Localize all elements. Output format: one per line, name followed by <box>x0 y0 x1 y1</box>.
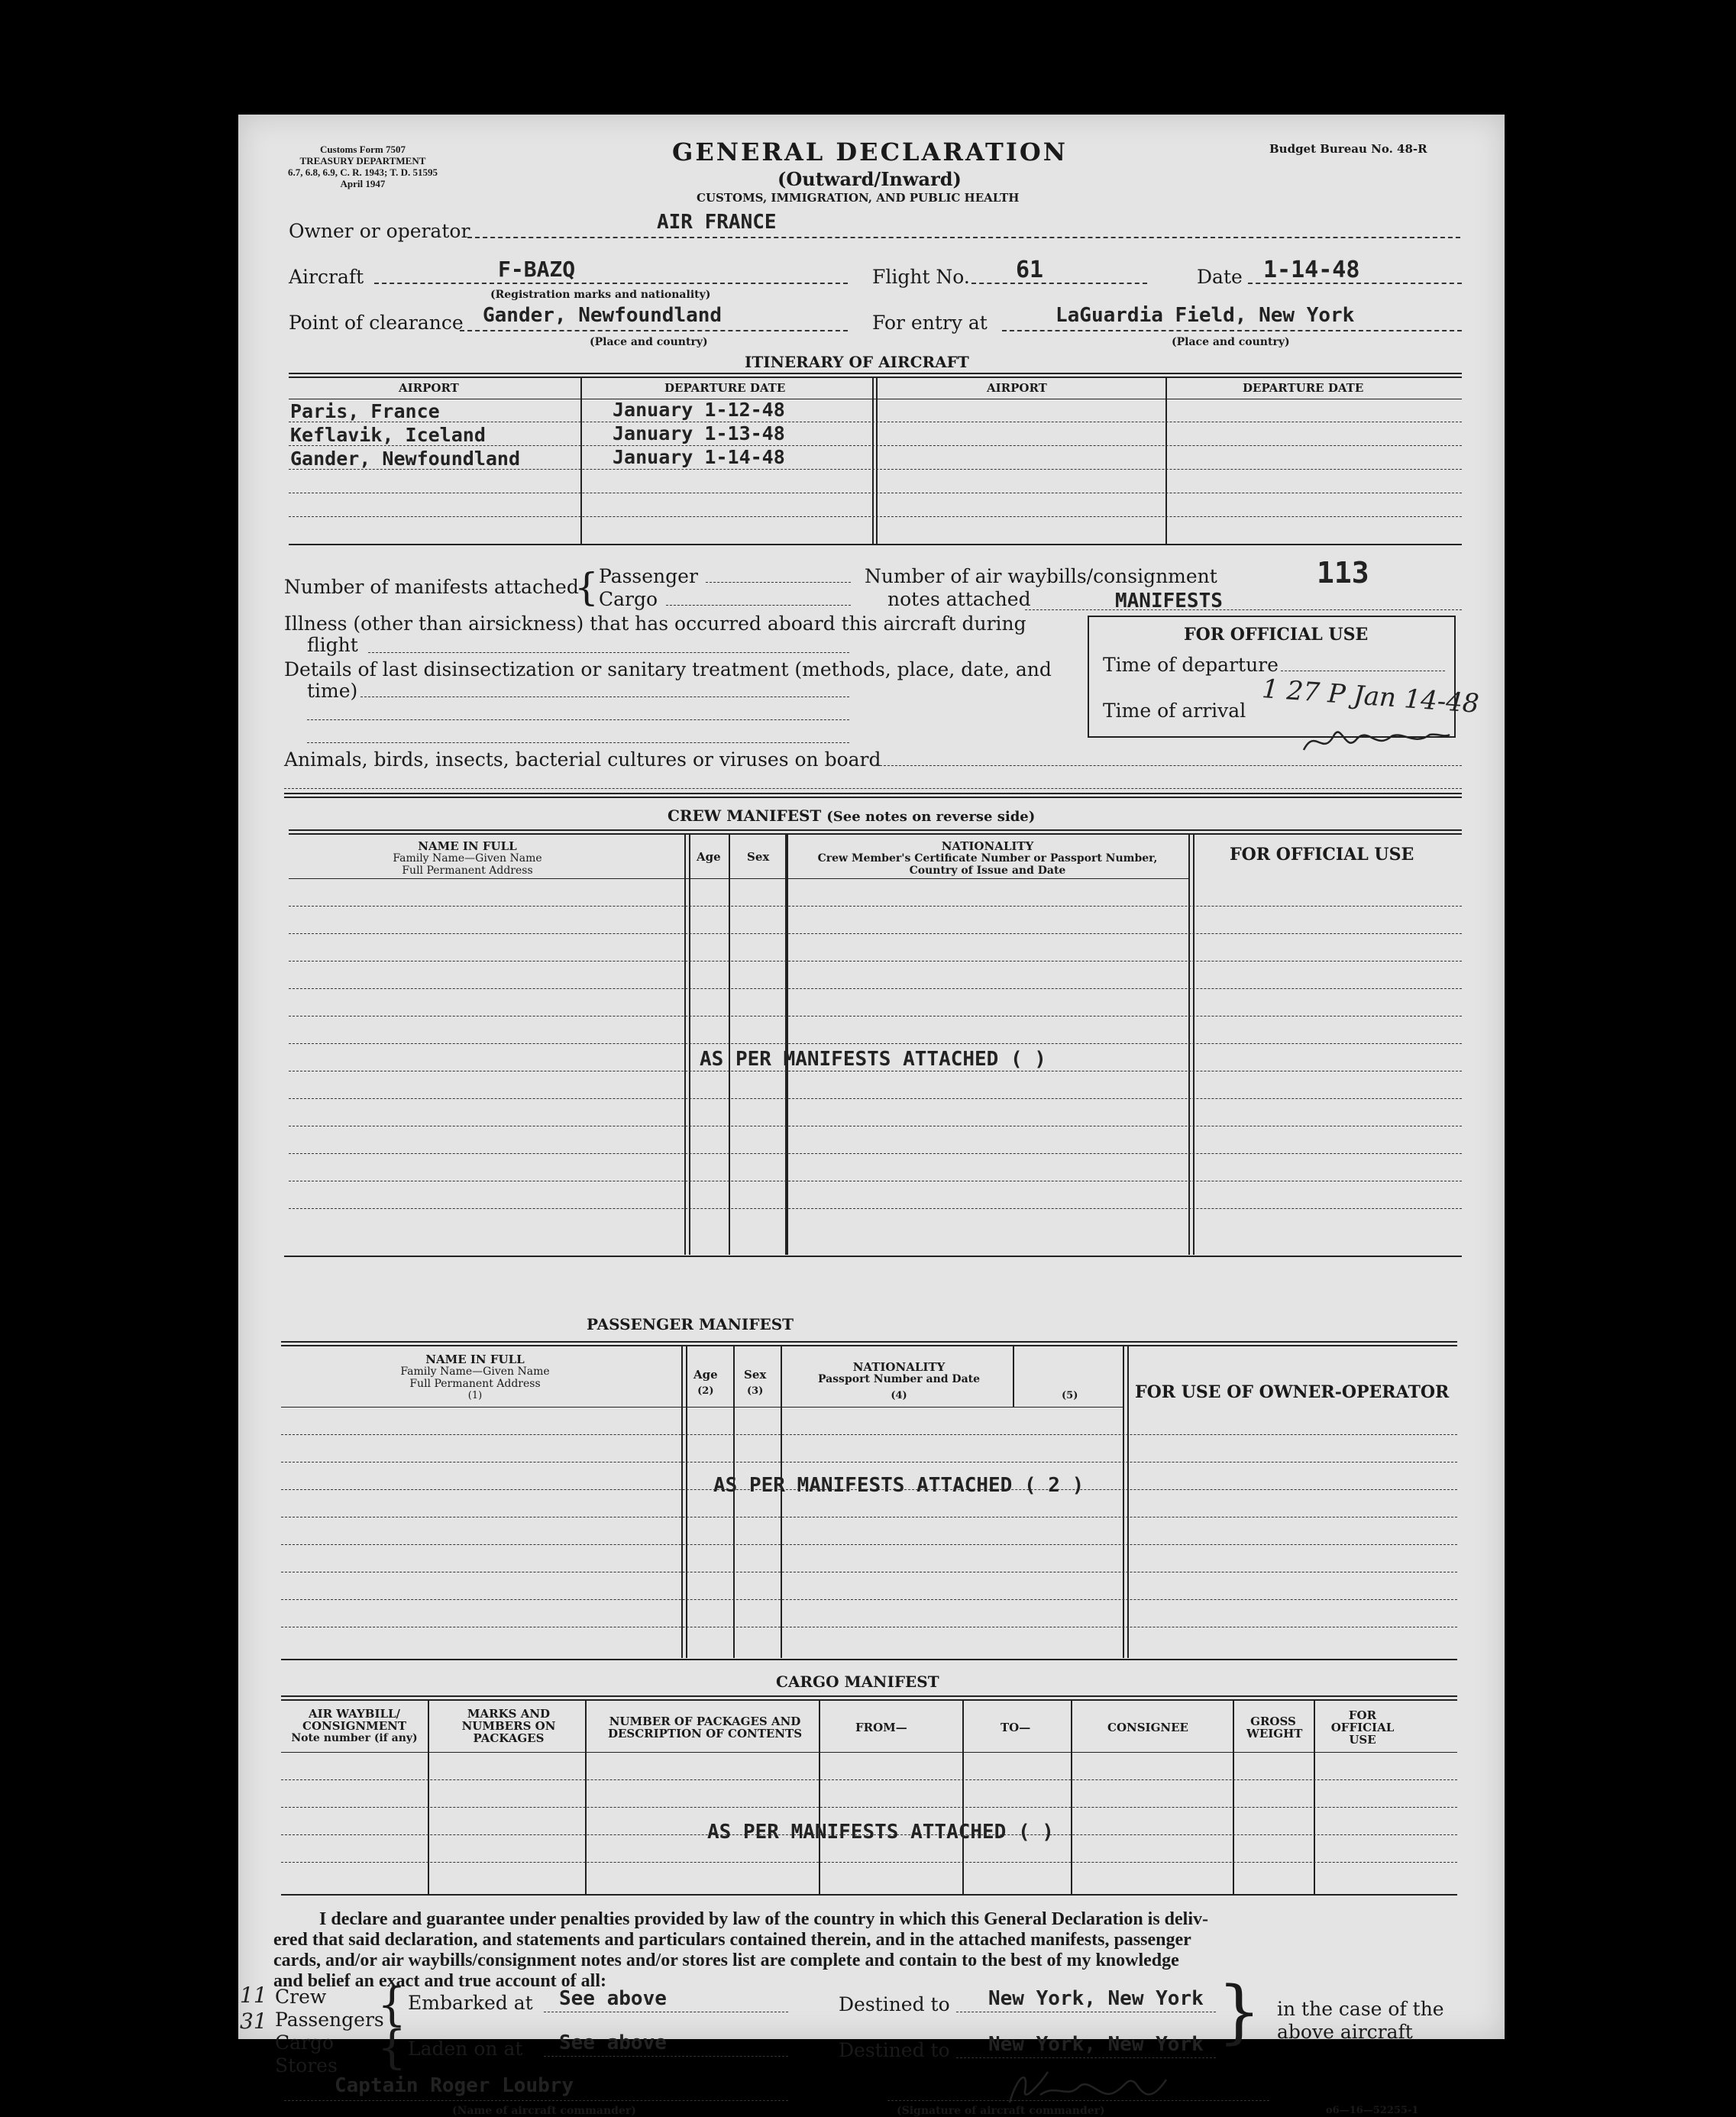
passenger-nationality-line: Passport Number and Date <box>817 1373 981 1385</box>
crew-nationality-line: NATIONALITY <box>941 839 1034 853</box>
destined-value-2: New York, New York <box>988 2033 1204 2056</box>
aircraft-caption: (Registration marks and nationality) <box>490 289 711 301</box>
date-value: 1-14-48 <box>1263 257 1360 283</box>
itinerary-date: January 1-12-48 <box>613 399 785 421</box>
destined-label: Destined to <box>839 1993 950 2015</box>
cargo-manifest-title: CARGO MANIFEST <box>776 1673 939 1691</box>
departure-time-label: Time of departure <box>1103 654 1279 676</box>
cargo-header-to: TO— <box>1001 1721 1031 1734</box>
destined-label-2: Destined to <box>839 2039 950 2061</box>
brace: { <box>574 565 599 609</box>
declaration-line: and belief an exact and true account of all: <box>273 1971 606 1991</box>
passenger-name-header-line: (1) <box>467 1390 483 1401</box>
laden-label: Laden on at <box>408 2038 523 2060</box>
owner-value: AIR FRANCE <box>657 211 777 234</box>
disinsect-label: Details of last disinsectization or sanitary treatment (methods, place, date, and <box>284 658 1052 680</box>
aircraft-label: Aircraft <box>289 266 364 288</box>
arrival-time-value: 1 27 P Jan 14-48 <box>1260 674 1480 719</box>
cargo-stamp: AS PER MANIFESTS ATTACHED ( ) <box>707 1821 1054 1844</box>
case-label: in the case of the <box>1277 1998 1444 2020</box>
declaration-text <box>273 1909 1208 1992</box>
passenger-manifest-title: PASSENGER MANIFEST <box>587 1315 794 1333</box>
crew-nationality-header <box>800 840 1175 877</box>
itinerary-date: January 1-13-48 <box>613 422 785 444</box>
itinerary-header: AIRPORT <box>399 381 459 395</box>
passenger-nationality-header <box>788 1361 1010 1402</box>
waybills-label-2: notes attached <box>887 588 1031 610</box>
form-id-line: Customs Form 7507 <box>320 144 406 155</box>
crew-name-header-line: Family Name—Given Name <box>393 852 542 865</box>
itinerary-header: AIRPORT <box>987 381 1047 395</box>
passenger-name-header-line: NAME IN FULL <box>425 1353 525 1366</box>
form-id-line: April 1947 <box>340 178 386 189</box>
declaration-line: ered that said declaration, and statements and particulars contained therein, and in the attached manifests, passenger <box>273 1930 1191 1950</box>
arrival-time-label: Time of arrival <box>1103 700 1246 722</box>
form-id-line: TREASURY DEPARTMENT <box>299 155 426 166</box>
passenger-age-header <box>693 1369 718 1398</box>
commander-name: Captain Roger Loubry <box>335 2074 574 2097</box>
itinerary-header: DEPARTURE DATE <box>1243 381 1364 395</box>
crew-official-header: FOR OFFICIAL USE <box>1230 845 1414 865</box>
cargo-label: Cargo <box>599 588 658 610</box>
passenger-sex-header <box>744 1369 766 1398</box>
passenger-label: Passenger <box>599 565 698 587</box>
cargo-header-line: DESCRIPTION OF CONTENTS <box>607 1727 803 1740</box>
form-id-block <box>288 144 438 189</box>
passenger-nationality-line: (4) <box>891 1390 907 1401</box>
cargo-header-line: USE <box>1349 1733 1376 1747</box>
cargo-header-from: FROM— <box>855 1721 907 1734</box>
itinerary-title: ITINERARY OF AIRCRAFT <box>745 353 969 371</box>
illness-label-2: flight <box>307 634 358 656</box>
cargo-header-line: AIR WAYBILL/ <box>308 1707 401 1721</box>
passenger-name-header-line: Full Permanent Address <box>409 1378 541 1390</box>
cargo-header-line: MARKS AND <box>467 1707 551 1721</box>
owner-label: Owner or operator <box>289 220 470 242</box>
crew-manifest-note: (See notes on reverse side) <box>826 809 1036 825</box>
brace: } <box>1217 1972 1262 2052</box>
disinsect-label-2: time) <box>307 680 358 702</box>
waybills-label: Number of air waybills/consignment <box>865 565 1217 587</box>
official-use-title: FOR OFFICIAL USE <box>1184 625 1369 645</box>
brace: { <box>377 1978 407 2031</box>
case-label-2: above aircraft <box>1277 2021 1413 2043</box>
cargo-header-packages <box>594 1715 816 1740</box>
animals-label: Animals, birds, insects, bacterial cultures or viruses on board <box>284 748 881 771</box>
passenger-col5-header: (5) <box>1062 1390 1078 1401</box>
manifests-label: Number of manifests attached <box>284 576 579 598</box>
declaration-line: cards, and/or air waybills/consignment notes and/or stores list are complete and contain to the best of my knowledge <box>273 1951 1179 1970</box>
embarked-value: See above <box>559 1987 667 2010</box>
crew-name-header <box>391 840 544 877</box>
commander-caption: (Name of aircraft commander) <box>452 2105 636 2117</box>
cargo-header-official <box>1318 1709 1407 1746</box>
clearance-caption: (Place and country) <box>590 336 708 348</box>
cargo-header-line: OFFICIAL <box>1330 1721 1395 1734</box>
passenger-age-line: Age <box>693 1368 718 1382</box>
waybills-value: 113 <box>1317 556 1369 590</box>
passenger-count: 31 <box>240 2009 267 2034</box>
brace: { <box>377 2021 407 2074</box>
crew-item: Crew <box>275 1986 327 2008</box>
stores-item: Stores <box>275 2054 338 2077</box>
form-id-line: 6.7, 6.8, 6.9, C. R. 1943; T. D. 51595 <box>288 166 438 178</box>
crew-nationality-line: Country of Issue and Date <box>909 865 1066 877</box>
cargo-header-line: NUMBER OF PACKAGES AND <box>609 1715 801 1728</box>
declaration-line: I declare and guarantee under penalties provided by law of the country in which this General Declaration is deliv- <box>319 1909 1209 1929</box>
cargo-header-line: CONSIGNMENT <box>302 1719 406 1733</box>
signature-caption: (Signature of aircraft commander) <box>897 2105 1105 2117</box>
passenger-name-header <box>391 1353 559 1402</box>
cargo-header-line: Note number (if any) <box>291 1732 418 1744</box>
cargo-header-line: WEIGHT <box>1246 1727 1303 1740</box>
itinerary-date: January 1-14-48 <box>613 446 785 468</box>
agencies-line: CUSTOMS, IMMIGRATION, AND PUBLIC HEALTH <box>697 191 1020 205</box>
destined-value: New York, New York <box>988 1987 1204 2010</box>
cargo-header-consignee: CONSIGNEE <box>1107 1721 1188 1734</box>
form-sheet <box>238 115 1505 2117</box>
aircraft-value: F-BAZQ <box>498 257 576 282</box>
official-signature-icon <box>1300 719 1453 765</box>
laden-value: See above <box>559 2031 667 2054</box>
passenger-name-header-line: Family Name—Given Name <box>400 1366 550 1378</box>
print-code: o6—16—52255-1 <box>1326 2105 1419 2116</box>
crew-manifest-title-text: CREW MANIFEST <box>668 806 822 825</box>
clearance-label: Point of clearance <box>289 312 464 334</box>
owner-operator-header: FOR USE OF OWNER-OPERATOR <box>1135 1382 1450 1402</box>
cargo-header-weight <box>1246 1715 1303 1740</box>
crew-sex-header: Sex <box>747 850 770 864</box>
embarked-label: Embarked at <box>408 1992 533 2014</box>
itinerary-header: DEPARTURE DATE <box>664 381 786 395</box>
date-label: Date <box>1197 266 1243 288</box>
waybills-note: MANIFESTS <box>1115 590 1223 612</box>
crew-name-header-line: NAME IN FULL <box>418 839 517 853</box>
itinerary-airport: Paris, France <box>290 400 440 422</box>
entry-caption: (Place and country) <box>1172 336 1290 348</box>
cargo-header-line: GROSS <box>1250 1715 1296 1728</box>
illness-label: Illness (other than airsickness) that has occurred aboard this aircraft during <box>284 612 1026 635</box>
entry-value: LaGuardia Field, New York <box>1056 304 1355 327</box>
clearance-value: Gander, Newfoundland <box>483 304 723 327</box>
crew-count: 11 <box>240 1983 267 2008</box>
passenger-stamp: AS PER MANIFESTS ATTACHED ( 2 ) <box>713 1474 1085 1497</box>
passenger-sex-line: Sex <box>744 1368 767 1382</box>
budget-bureau: Budget Bureau No. 48-R <box>1269 142 1427 156</box>
cargo-header-line: NUMBERS ON <box>461 1719 556 1733</box>
cargo-header-waybill <box>286 1708 423 1744</box>
cargo-item: Cargo <box>275 2031 335 2054</box>
flight-value: 61 <box>1016 257 1044 283</box>
cargo-header-line: FOR <box>1348 1708 1377 1722</box>
crew-name-header-line: Full Permanent Address <box>402 865 533 877</box>
itinerary-airport: Keflavik, Iceland <box>290 424 486 446</box>
cargo-header-marks <box>440 1708 577 1744</box>
entry-label: For entry at <box>872 312 988 334</box>
crew-age-header: Age <box>697 850 721 864</box>
passenger-nationality-line: NATIONALITY <box>852 1360 946 1374</box>
passengers-item: Passengers <box>275 2009 384 2031</box>
form-title: GENERAL DECLARATION <box>672 137 1068 166</box>
flight-label: Flight No. <box>872 266 970 288</box>
passenger-age-line: (2) <box>697 1385 714 1397</box>
itinerary-airport: Gander, Newfoundland <box>290 448 521 470</box>
passenger-sex-line: (3) <box>746 1385 764 1397</box>
cargo-header-line: PACKAGES <box>473 1731 545 1745</box>
crew-nationality-line: Crew Member's Certificate Number or Passport Number, <box>817 852 1158 865</box>
crew-stamp: AS PER MANIFESTS ATTACHED ( ) <box>700 1048 1046 1071</box>
form-subtitle: (Outward/Inward) <box>777 168 962 190</box>
crew-manifest-title <box>668 806 1035 825</box>
